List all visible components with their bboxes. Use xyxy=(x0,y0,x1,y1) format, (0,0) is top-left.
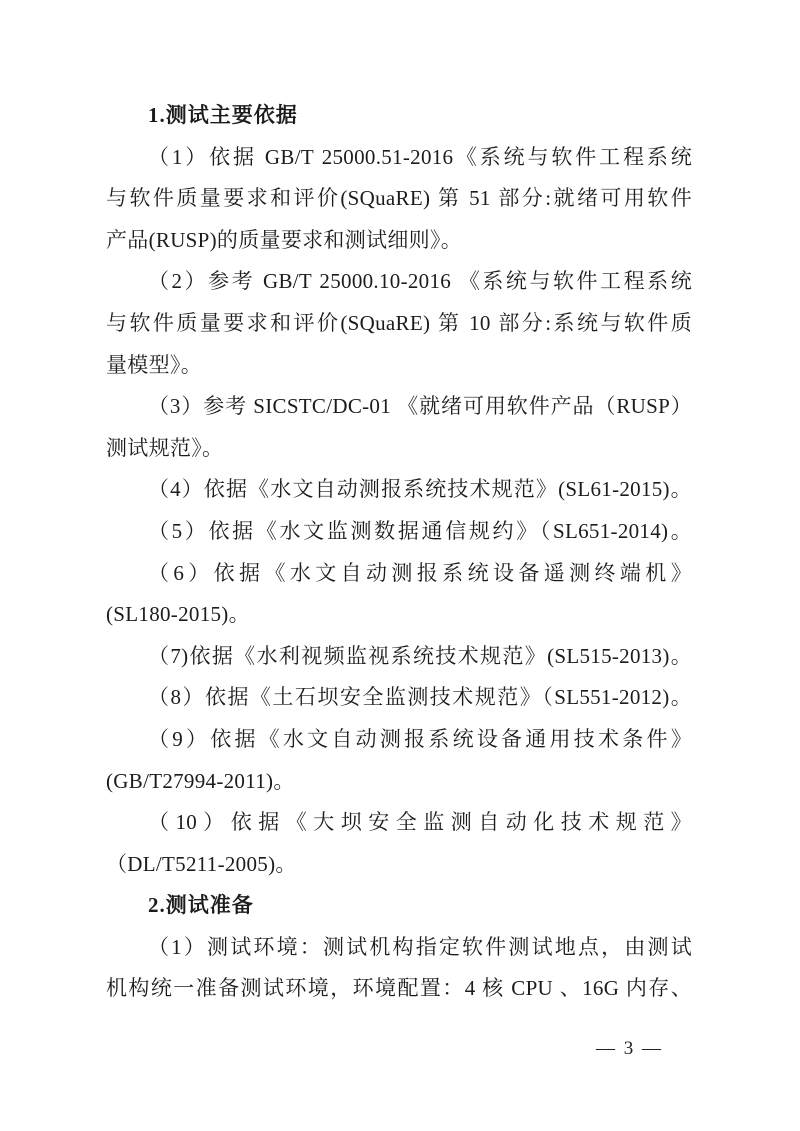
document-line: （6）依据《水文自动测报系统设备遥测终端机》 xyxy=(148,560,692,585)
document-line: (GB/T27994-2011)。 xyxy=(106,768,295,793)
document-line: （1）测试环境：测试机构指定软件测试地点，由测试 xyxy=(148,934,692,959)
document-line: （2）参考 GB/T 25000.10-2016 《系统与软件工程系统 xyxy=(148,269,692,294)
document-line: （4）依据《水文自动测报系统技术规范》(SL61-2015)。 xyxy=(148,477,692,502)
document-line: 测试规范》。 xyxy=(106,435,224,460)
document-line: 机构统一准备测试环境，环境配置：4 核 CPU 、16G 内存、 xyxy=(106,976,692,1001)
document-line: 与软件质量要求和评价(SQuaRE) 第 10 部分:系统与软件质 xyxy=(106,310,692,335)
document-line: （DL/T5211-2005)。 xyxy=(106,851,297,876)
document-line: 与软件质量要求和评价(SQuaRE) 第 51 部分:就绪可用软件 xyxy=(106,186,692,211)
page-number: — 3 — xyxy=(596,1038,663,1059)
document-line: （1）依据 GB/T 25000.51-2016《系统与软件工程系统 xyxy=(148,144,692,169)
document-line: （7)依据《水利视频监视系统技术规范》(SL515-2013)。 xyxy=(148,643,692,668)
document-line: 产品(RUSP)的质量要求和测试细则》。 xyxy=(106,227,463,252)
document-line: 量模型》。 xyxy=(106,352,202,377)
document-line: （8）依据《土石坝安全监测技术规范》（SL551-2012)。 xyxy=(148,685,692,710)
document-line: （10）依据《大坝安全监测自动化技术规范》 xyxy=(148,810,692,835)
section-heading-2: 2.测试准备 xyxy=(148,893,254,918)
document-line: (SL180-2015)。 xyxy=(106,602,250,627)
document-line: （5）依据《水文监测数据通信规约》（SL651-2014)。 xyxy=(148,518,692,543)
document-body xyxy=(106,95,692,1010)
section-heading-1: 1.测试主要依据 xyxy=(148,103,298,127)
document-line: （3）参考 SICSTC/DC-01 《就绪可用软件产品（RUSP） xyxy=(148,394,692,419)
document-line: （9）依据《水文自动测报系统设备通用技术条件》 xyxy=(148,726,692,751)
